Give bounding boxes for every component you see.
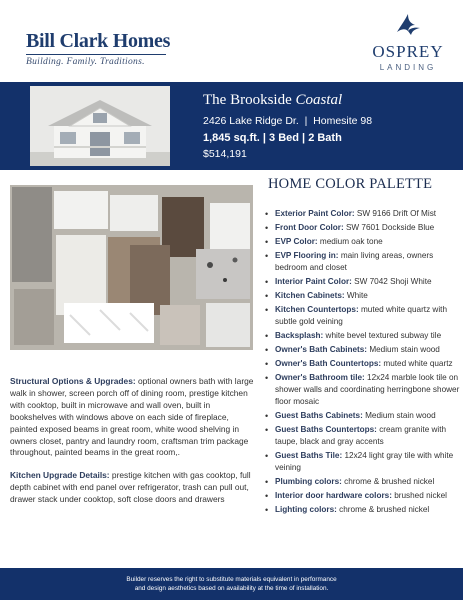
palette-item: • Front Door Color: SW 7601 Dockside Blue bbox=[262, 222, 460, 234]
home-price: $514,191 bbox=[203, 148, 247, 160]
palette-item: • Owner's Bathroom tile: 12x24 marble look tile on shower walls and coordinating herringbone shower floor mosaic bbox=[262, 372, 460, 409]
address-line bbox=[203, 115, 372, 127]
palette-item: • Kitchen Countertops: muted white quartz with subtle gold veining bbox=[262, 304, 460, 329]
palette-item: • Interior Paint Color: SW 7042 Shoji White bbox=[262, 276, 460, 288]
house-rendering-image bbox=[30, 86, 170, 166]
palette-item: • Exterior Paint Color: SW 9166 Drift Of Mist bbox=[262, 208, 460, 220]
palette-item: • Owner's Bath Cabinets: Medium stain wood bbox=[262, 344, 460, 356]
home-specs: 1,845 sq.ft. | 3 Bed | 2 Bath bbox=[203, 132, 342, 144]
palette-item: • Lighting colors: chrome & brushed nickel bbox=[262, 504, 460, 516]
palette-item: • Guest Baths Cabinets: Medium stain wood bbox=[262, 410, 460, 422]
plan-name-line bbox=[203, 92, 372, 109]
structural-upgrades-text: optional owners bath with large walk in shower, screen porch off of dining room, prestige kitchen with cooktop, built in microwave and wall oven, built in bookshelves with windows above on each side of fireplace, painted exposed beams in great room, white wood shelving in owners closet, pantry and laundry room, craftsman trim package throughout, painted beams in the great room,. bbox=[10, 376, 254, 458]
plan-elevation: Coastal bbox=[295, 92, 343, 108]
palette-heading: HOME COLOR PALETTE bbox=[268, 176, 433, 192]
palette-item: • Plumbing colors: chrome & brushed nickel bbox=[262, 476, 460, 488]
community-logo bbox=[368, 10, 448, 72]
home-address: 2426 Lake Ridge Dr. bbox=[203, 115, 299, 127]
community-name: OSPREY bbox=[372, 42, 444, 61]
palette-item: • Guest Baths Tile: 12x24 light gray tile with white veining bbox=[262, 450, 460, 475]
osprey-bird-icon bbox=[393, 10, 423, 40]
upgrades-section bbox=[10, 376, 254, 517]
palette-item: • Owner's Bath Countertops: muted white quartz bbox=[262, 358, 460, 370]
kitchen-upgrades bbox=[10, 470, 254, 506]
community-subname: LANDING bbox=[379, 63, 437, 72]
builder-logo bbox=[26, 30, 176, 67]
kitchen-upgrades-text: prestige kitchen with gas cooktop, full depth cabinet with end panel over refrigerator, trash can pull out, drawer stack under cooktop, soft close doors and drawers bbox=[10, 470, 251, 505]
kitchen-upgrades-label: Kitchen Upgrade Details: bbox=[10, 470, 110, 481]
footer-disclaimer bbox=[0, 568, 463, 600]
builder-name: Bill Clark Homes bbox=[26, 30, 171, 52]
material-swatch-photo bbox=[10, 185, 253, 350]
home-details bbox=[203, 92, 372, 160]
palette-list bbox=[262, 208, 460, 518]
plan-name: The Brookside bbox=[203, 92, 292, 108]
structural-upgrades-label: Structural Options & Upgrades: bbox=[10, 376, 136, 386]
palette-item: • Backsplash: white bevel textured subway tile bbox=[262, 330, 460, 342]
palette-item: • EVP Color: medium oak tone bbox=[262, 236, 460, 248]
footer-line-2: and design aesthetics based on availability at the time of installation. bbox=[134, 584, 329, 592]
palette-item: • EVP Flooring in: main living areas, owners bedroom and closet bbox=[262, 250, 460, 275]
palette-item: • Kitchen Cabinets: White bbox=[262, 290, 460, 302]
footer-line-1: Builder reserves the right to substitute materials equivalent in performance bbox=[126, 576, 337, 583]
address-separator: | bbox=[304, 115, 308, 127]
builder-logo-rule bbox=[26, 54, 166, 55]
palette-item: • Guest Baths Countertops: cream granite with taupe, black and gray accents bbox=[262, 424, 460, 449]
palette-item: • Interior door hardware colors: brushed nickel bbox=[262, 490, 460, 502]
builder-tagline: Building. Family. Traditions. bbox=[26, 57, 145, 67]
homesite-number: Homesite 98 bbox=[313, 115, 373, 127]
structural-upgrades bbox=[10, 376, 254, 459]
